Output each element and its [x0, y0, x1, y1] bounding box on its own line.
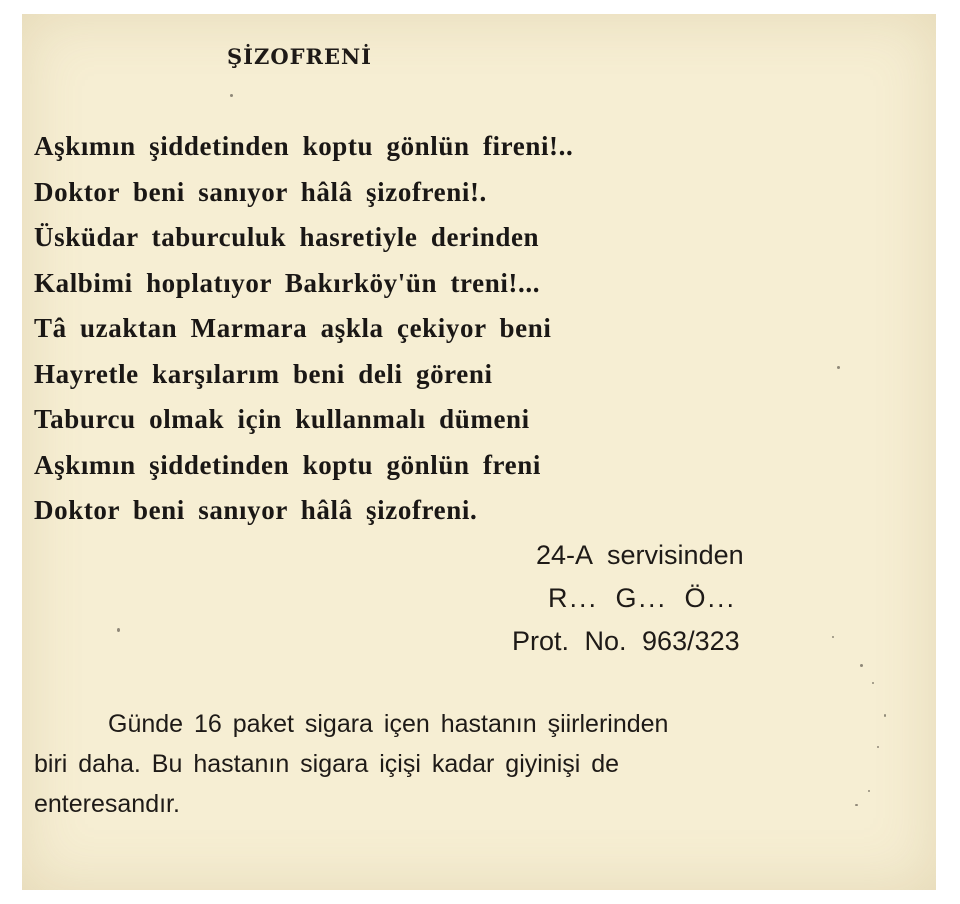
poem-line: Tâ uzaktan Marmara aşkla çekiyor beni — [34, 313, 552, 343]
ink-speck — [868, 790, 870, 792]
signature-protocol: Prot. No. 963/323 — [512, 626, 740, 656]
signature-initials: R... G... Ö... — [548, 583, 737, 613]
ink-speck — [877, 746, 879, 748]
poem-body — [34, 124, 573, 534]
note-line: biri daha. Bu hastanın sigara içişi kadar giyinişi de — [34, 750, 620, 778]
poem-line: Üsküdar taburculuk hasretiyle derinden — [34, 222, 540, 252]
poem-line: Doktor beni sanıyor hâlâ şizofreni. — [34, 495, 478, 525]
ink-speck — [884, 714, 886, 717]
signature-ward: 24-A servisinden — [536, 540, 744, 570]
ink-speck — [860, 664, 863, 667]
ink-speck — [837, 366, 840, 369]
note-line: enteresandır. — [34, 790, 180, 818]
ink-speck — [832, 636, 834, 638]
poem-title: ŞİZOFRENİ — [227, 44, 372, 69]
poem-line: Kalbimi hoplatıyor Bakırköy'ün treni!... — [34, 267, 541, 298]
scanned-page — [22, 14, 936, 890]
poem-line: Aşkımın şiddetinden koptu gönlün fireni!.. — [34, 131, 574, 161]
note-line: Günde 16 paket sigara içen hastanın şiirlerinden — [108, 710, 669, 738]
poem-line: Hayretle karşılarım beni deli göreni — [34, 358, 493, 389]
signature-block — [512, 534, 744, 663]
ink-speck — [230, 94, 233, 97]
editor-note — [34, 704, 914, 824]
poem-line: Taburcu olmak için kullanmalı dümeni — [34, 404, 530, 434]
poem-line: Aşkımın şiddetinden koptu gönlün freni — [34, 449, 541, 480]
ink-speck — [872, 682, 874, 684]
ink-speck — [117, 628, 120, 632]
poem-line: Doktor beni sanıyor hâlâ şizofreni!. — [34, 176, 487, 207]
ink-speck — [855, 804, 858, 806]
